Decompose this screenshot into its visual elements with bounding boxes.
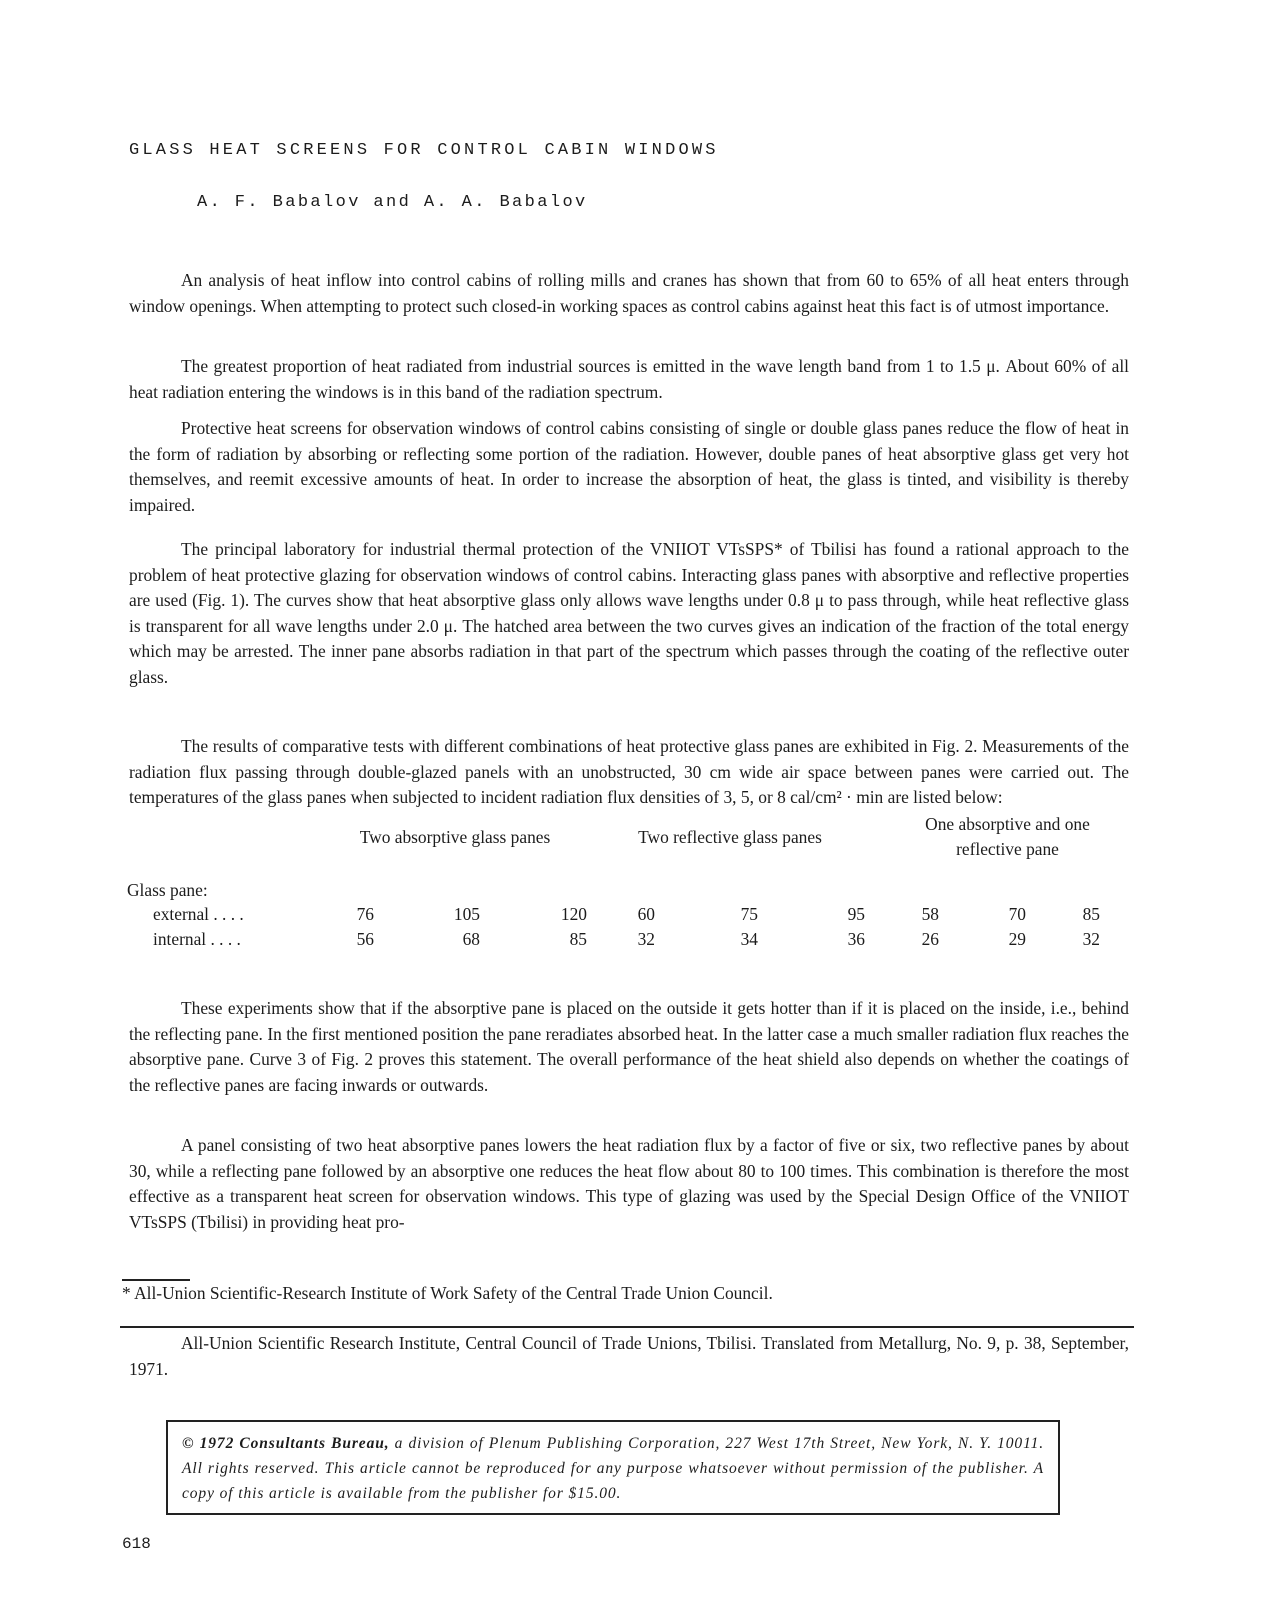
paragraph-2: The greatest proportion of heat radiated from industrial sources is emitted in the wave length band from 1 to 1.5 μ. About 60% of all heat radiation entering the windows is in this band of the radiation spectrum.: [129, 356, 1129, 402]
table-group-header: Two reflective glass panes: [638, 827, 822, 847]
table-row-label: internal . . . .: [153, 929, 241, 949]
copyright-text: a division of Plenum Publishing Corporation, 227 West 17th Street, New York, N. Y. 10011. All rights reserved. This article cannot be reproduced for any purpose whatsoever without permission of the publisher. A copy of this article is available from the publisher for $15.00.: [182, 1435, 1044, 1502]
table-cell: 105: [453, 904, 480, 924]
table-cell: 60: [637, 904, 655, 924]
table-cell: 76: [356, 904, 374, 924]
table-row-label: external . . . .: [153, 904, 244, 924]
footnote-divider: [122, 1279, 190, 1281]
table-cell: 85: [569, 929, 587, 949]
paragraph-1: An analysis of heat inflow into control cabins of rolling mills and cranes has shown that from 60 to 65% of all heat enters through window openings. When attempting to protect such closed-in working spaces as control cabins against heat this fact is of utmost importance.: [129, 270, 1129, 316]
table-cell: 34: [740, 929, 758, 949]
table-cell: 68: [462, 929, 480, 949]
table-cell: 32: [637, 929, 655, 949]
table-cell: 85: [1082, 904, 1100, 924]
table-cell: 32: [1082, 929, 1100, 949]
table-cell: 26: [921, 929, 939, 949]
table-row-group-label: Glass pane:: [127, 880, 208, 900]
copyright-lead: © 1972 Consultants Bureau,: [182, 1435, 390, 1452]
table-group-header: Two absorptive glass panes: [359, 827, 551, 847]
page-number: 618: [122, 1535, 151, 1553]
section-divider: [120, 1326, 1134, 1328]
table-cell: 58: [921, 904, 939, 924]
table-cell: 70: [1008, 904, 1026, 924]
affiliation-note: All-Union Scientific Research Institute, Central Council of Trade Unions, Tbilisi. Translated from Metallurg, No. 9, p. 38, September, 1971.: [129, 1333, 1129, 1379]
paragraph-5: The results of comparative tests with different combinations of heat protective glass panes are exhibited in Fig. 2. Measurements of the radiation flux passing through double-glazed panels with an unobstructed, 30 cm wide air space between panes were carried out. The temperatures of the glass panes when subjected to incident radiation flux densities of 3, 5, or 8 cal/cm² · min are listed below:: [129, 736, 1129, 807]
article-title: GLASS HEAT SCREENS FOR CONTROL CABIN WINDOWS: [129, 141, 719, 160]
table-cell: 75: [740, 904, 758, 924]
table-cell: 29: [1008, 929, 1026, 949]
table-cell: 95: [847, 904, 865, 924]
paragraph-4: The principal laboratory for industrial thermal protection of the VNIIOT VTsSPS* of Tbilisi has found a rational approach to the problem of heat protective glazing for observation windows of control cabins. Interacting glass panes with absorptive and reflective properties are used (Fig. 1). The curves show that heat absorptive glass only allows wave lengths under 0.8 μ to pass through, while heat reflective glass is transparent for all wave lengths under 2.0 μ. The hatched area between the two curves gives an indication of the fraction of the total energy which may be arrested. The inner pane absorbs radiation in that part of the spectrum which passes through the coating of the reflective outer glass.: [129, 539, 1129, 687]
paragraph-6: These experiments show that if the absorptive pane is placed on the outside it gets hotter than if it is placed on the inside, i.e., behind the reflecting pane. In the first mentioned position the pane reradiates absorbed heat. In the latter case a much smaller radiation flux reaches the absorptive pane. Curve 3 of Fig. 2 proves this statement. The overall performance of the heat shield also depends on whether the coatings of the reflective panes are facing inwards or outwards.: [129, 998, 1129, 1095]
article-authors: A. F. Babalov and A. A. Babalov: [197, 193, 588, 212]
footnote: * All-Union Scientific-Research Institute of Work Safety of the Central Trade Union Council.: [122, 1283, 773, 1303]
paragraph-3: Protective heat screens for observation windows of control cabins consisting of single or double glass panes reduce the flow of heat in the form of radiation by absorbing or reflecting some portion of the radiation. However, double panes of heat absorptive glass get very hot themselves, and reemit excessive amounts of heat. In order to increase the absorption of heat, the glass is tinted, and visibility is thereby impaired.: [129, 418, 1129, 515]
table-cell: 120: [560, 904, 587, 924]
table-cell: 56: [356, 929, 374, 949]
table-group-header: One absorptive and one reflective pane: [925, 814, 1090, 859]
paragraph-7: A panel consisting of two heat absorptive panes lowers the heat radiation flux by a factor of five or six, two reflective panes by about 30, while a reflecting pane followed by an absorptive one reduces the heat flow about 80 to 100 times. This combination is therefore the most effective as a transparent heat screen for observation windows. This type of glazing was used by the Special Design Office of the VNIIOT VTsSPS (Tbilisi) in providing heat pro-: [129, 1135, 1129, 1232]
table-cell: 36: [847, 929, 865, 949]
copyright-box: [166, 1420, 1060, 1515]
